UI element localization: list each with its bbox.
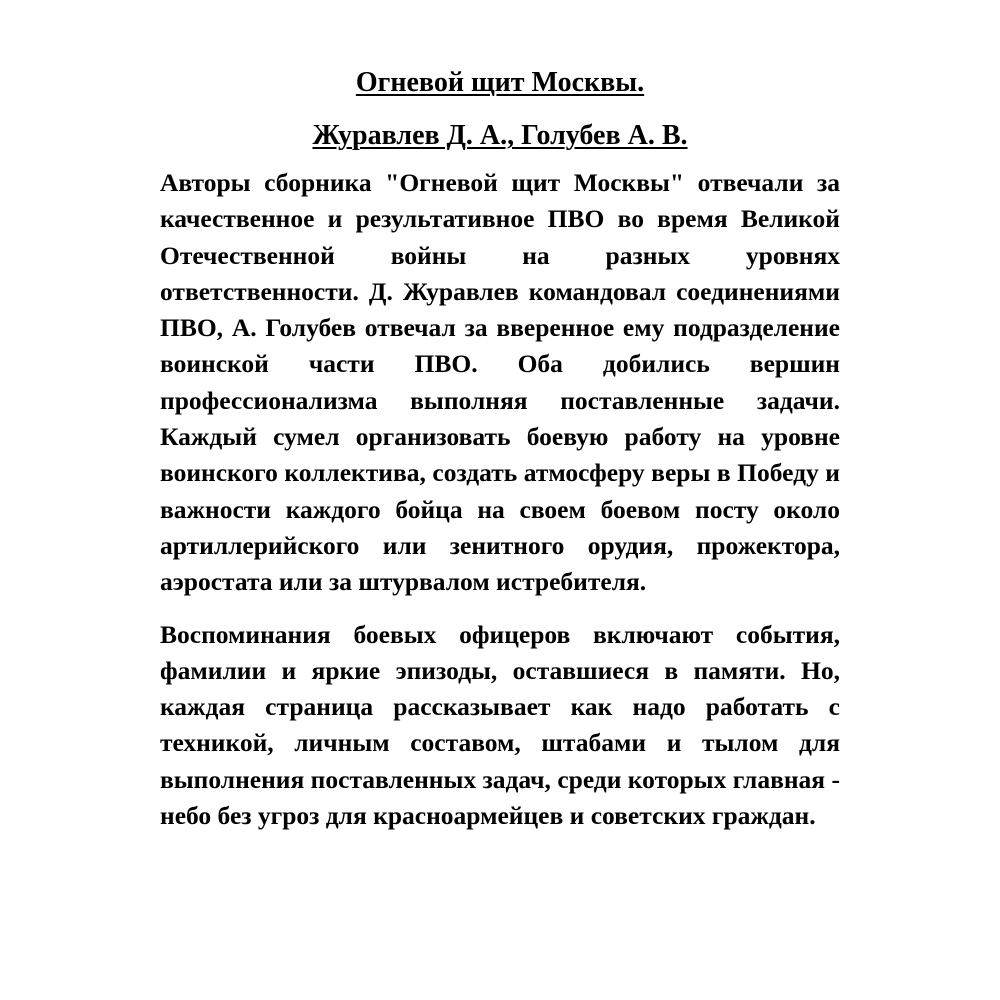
paragraph-about-authors: Авторы сборника "Огневой щит Москвы" отвечали за качественное и результативное ПВО во время Великой Отечественной войны на разных уровнях ответственности. Д. Журавлев командовал соединениями ПВО, А. Голубев отвечал за вверенное ему подразделение воинской части ПВО. Оба добились вершин профессионализма выполняя поставленные задачи. Каждый сумел организовать боевую работу на уровне воинского коллектива, создать атмосферу веры в Победу и важности каждого бойца на своем боевом посту около артиллерийского или зенитного орудия, прожектора, аэростата или за штурвалом истребителя. (160, 168, 840, 597)
paragraph-memoirs: Воспоминания боевых офицеров включают события, фамилии и яркие эпизоды, оставшиеся в памяти. Но, каждая страница рассказывает как надо работать с техникой, личным составом, штабами и тылом для выполнения поставленных задач, среди которых главная - небо без угроз для красноармейцев и советских граждан. (160, 619, 840, 831)
document-title: Огневой щит Москвы. (355, 67, 645, 98)
document-authors: Журавлев Д. А., Голубев А. В. (312, 120, 688, 151)
